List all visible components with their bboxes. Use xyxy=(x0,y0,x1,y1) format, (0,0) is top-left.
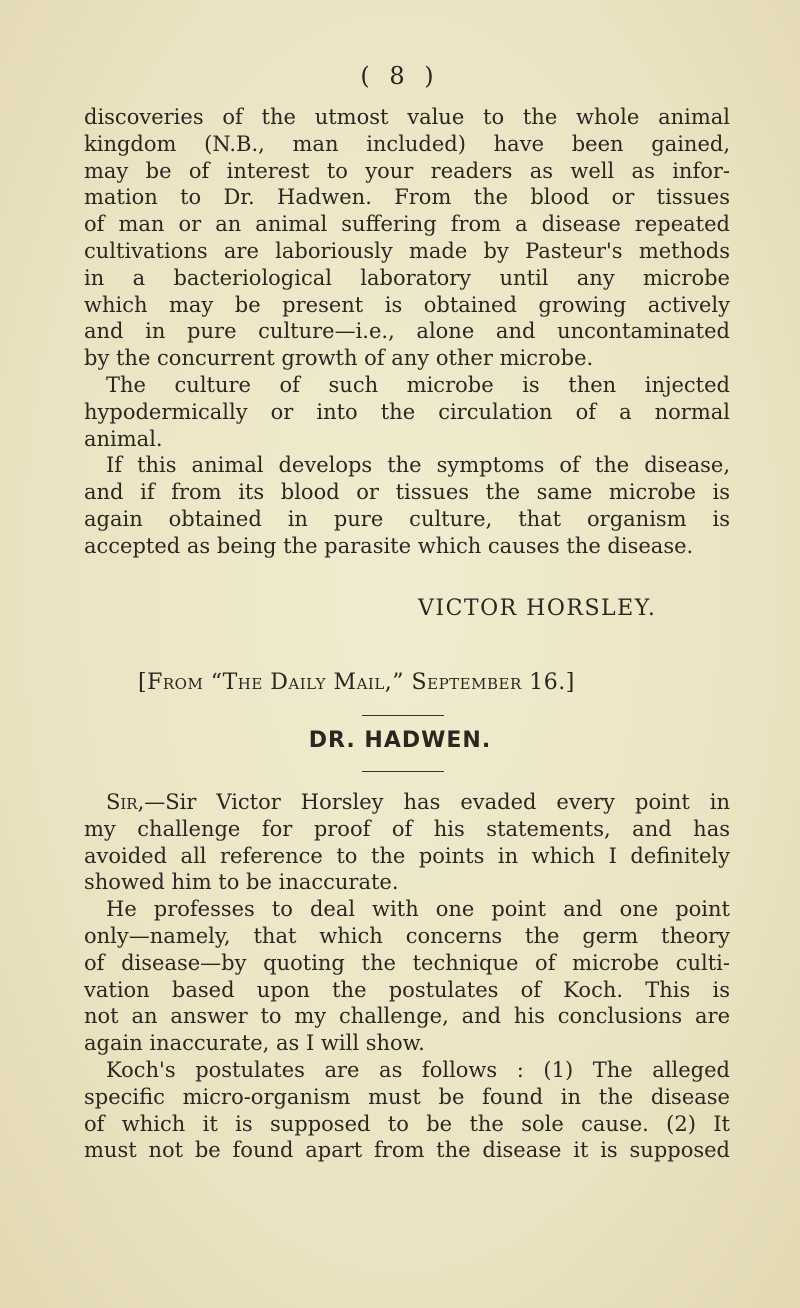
text-line: showed him to be inaccurate. xyxy=(84,870,399,895)
bracket-open: [ xyxy=(138,670,148,695)
text-line: Koch's postulates are as follows : (1) The alleged xyxy=(106,1057,730,1082)
text-line: which may be present is obtained growing actively xyxy=(84,292,730,317)
text-line: again obtained in pure culture, that organism is xyxy=(84,506,730,531)
letter-body-horsley xyxy=(84,104,730,560)
divider-rule-top xyxy=(362,715,444,716)
text-line: and in pure culture—i.e., alone and uncontaminated xyxy=(84,319,730,344)
source-month: September xyxy=(411,670,522,695)
text-line: of which it is supposed to be the sole cause. (2) It xyxy=(84,1111,730,1136)
text-line: only—namely, that which concerns the germ theory xyxy=(84,923,730,948)
text-line: again inaccurate, as I will show. xyxy=(84,1031,425,1056)
text-line: may be of interest to your readers as well as infor- xyxy=(84,158,730,183)
text-line: in a bacteriological laboratory until any microbe xyxy=(84,265,730,290)
text-line: must not be found apart from the disease it is supposed xyxy=(84,1138,730,1163)
text-line: If this animal develops the symptoms of the disease, xyxy=(106,453,730,478)
source-from: From xyxy=(147,670,204,695)
paragraph-2 xyxy=(84,896,730,1057)
source-publication: The Daily Mail, xyxy=(222,670,393,695)
text-line: He professes to deal with one point and one point xyxy=(106,897,730,922)
text-line: by the concurrent growth of any other microbe. xyxy=(84,346,594,371)
paragraph-1 xyxy=(84,104,730,372)
text-line: mation to Dr. Hadwen. From the blood or tissues xyxy=(84,185,730,210)
text-line: of disease—by quoting the technique of microbe culti- xyxy=(84,950,730,975)
source-day: 16.] xyxy=(521,670,575,695)
text-line: specific micro-organism must be found in the disease xyxy=(84,1084,730,1109)
text-line: cultivations are laboriously made by Pasteur's methods xyxy=(84,238,730,263)
text-line: my challenge for proof of his statements, and has xyxy=(84,816,730,841)
quote-close: ” xyxy=(392,670,412,695)
section-heading: DR. HADWEN. xyxy=(308,728,492,753)
page-number: ( 8 ) xyxy=(360,62,440,90)
salutation: Sir, xyxy=(106,790,145,814)
text-line: and if from its blood or tissues the same microbe is xyxy=(84,480,730,505)
divider-rule-bottom xyxy=(362,771,444,772)
text-line: kingdom (N.B., man included) have been gained, xyxy=(84,131,730,156)
letter-body-hadwen xyxy=(84,789,730,1164)
text-line: animal. xyxy=(84,426,163,451)
text-line: hypodermically or into the circulation of a normal xyxy=(84,399,730,424)
text-line: discoveries of the utmost value to the whole animal xyxy=(84,105,730,129)
text-line: accepted as being the parasite which causes the disease. xyxy=(84,533,694,558)
paragraph-1 xyxy=(84,789,730,896)
paragraph-2 xyxy=(84,372,730,452)
text-line: not an answer to my challenge, and his conclusions are xyxy=(84,1004,730,1029)
quote-open: “ xyxy=(203,670,223,695)
text-line: vation based upon the postulates of Koch. This is xyxy=(84,977,730,1002)
text-line: of man or an animal suffering from a disease repeated xyxy=(84,212,730,237)
text-line: The culture of such microbe is then injected xyxy=(106,372,730,397)
paragraph-3 xyxy=(84,1057,730,1164)
text-line: avoided all reference to the points in which I definitely xyxy=(84,843,730,868)
paragraph-3 xyxy=(84,452,730,559)
text-segment: —Sir Victor Horsley has evaded every point in xyxy=(144,790,730,814)
text-line xyxy=(84,789,730,816)
signature: VICTOR HORSLEY. xyxy=(418,596,657,621)
source-line xyxy=(138,670,738,695)
